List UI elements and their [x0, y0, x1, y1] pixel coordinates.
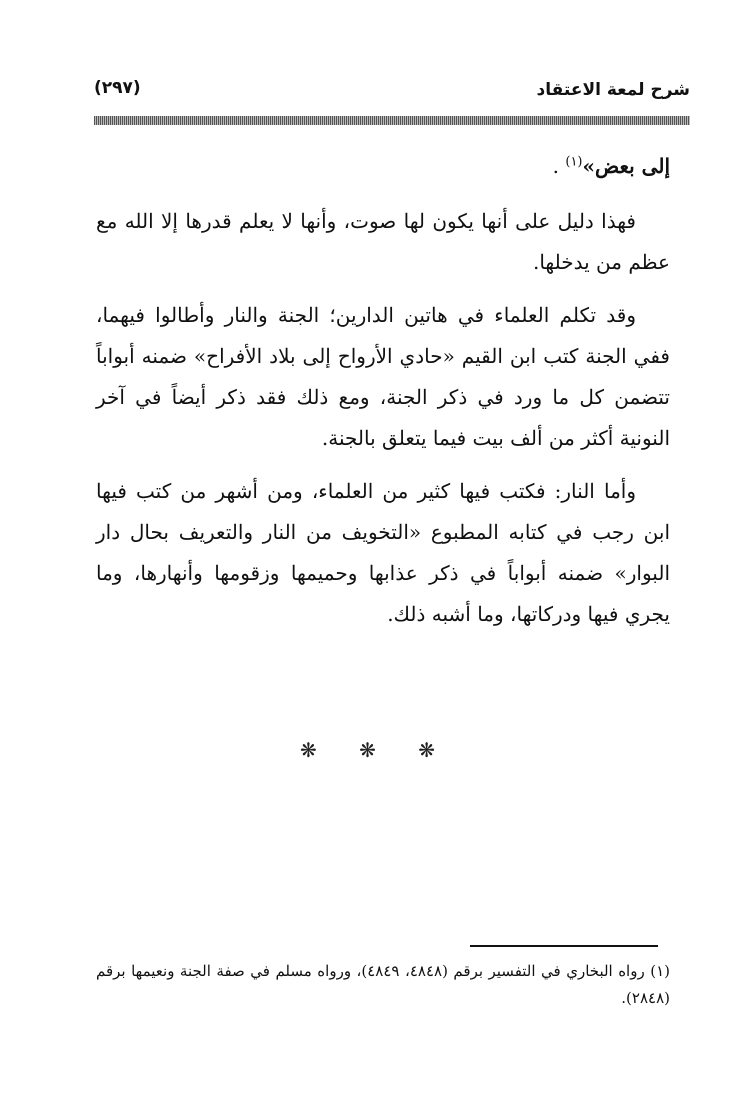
- sentence-end: .: [552, 154, 566, 178]
- section-divider: ❋ ❋ ❋: [300, 738, 453, 762]
- paragraph-continuation: [96, 146, 670, 187]
- page-number: (٢٩٧): [94, 78, 141, 98]
- paragraph-1: فهذا دليل على أنها يكون لها صوت، وأنها لا يعلم قدرها إلا الله مع عظم من يدخلها.: [96, 209, 670, 274]
- quote-ending: إلى بعض»: [582, 154, 670, 178]
- paragraph-3: وأما النار: فكتب فيها كثير من العلماء، ومن أشهر من كتب فيها ابن رجب في كتابه المطبوع «التخويف من النار والتعريف بحال دار البوار» ضمنه أبواباً في ذكر عذابها وحميمها وزقومها وأنهارها، وما يجري فيها ودركاتها، وما أشبه ذلك.: [96, 479, 670, 626]
- footnote-rule: [470, 945, 658, 947]
- footnote-reference[interactable]: (١): [565, 154, 583, 170]
- paragraph-2: وقد تكلم العلماء في هاتين الدارين؛ الجنة والنار وأطالوا فيهما، ففي الجنة كتب ابن القيم «حادي الأرواح إلى بلاد الأفراح» ضمنه أبواباً تتضمن كل ما ورد في ذكر الجنة، ومع ذلك فقد ذكر أيضاً في آخر النونية أكثر من ألف بيت فيما يتعلق بالجنة.: [96, 303, 670, 450]
- main-text: [96, 146, 670, 647]
- header-rule: [94, 116, 690, 125]
- footnote: (١) رواه البخاري في التفسير برقم (٤٨٤٨، ٤٨٤٩)، ورواه مسلم في صفة الجنة ونعيمها برقم (٢٨٤٨).: [96, 962, 670, 1007]
- book-title: شرح لمعة الاعتقاد: [536, 80, 690, 100]
- running-head: [94, 78, 690, 108]
